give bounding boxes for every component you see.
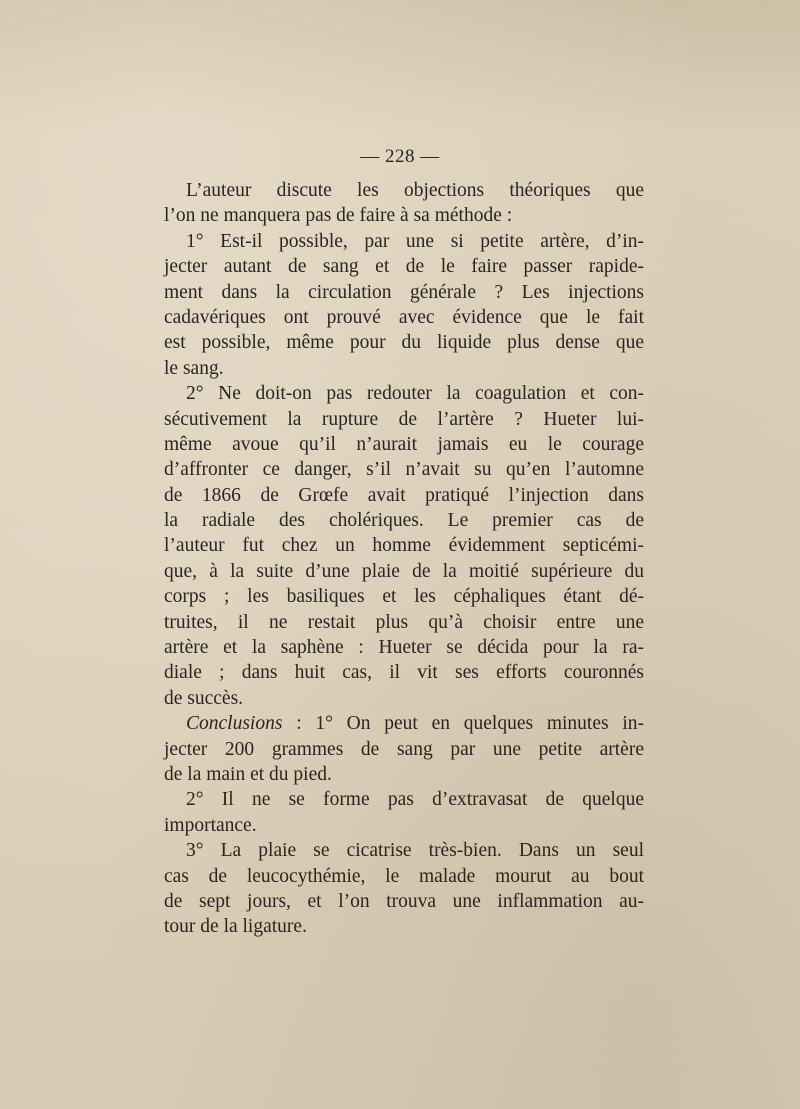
text-line: de sept jours, et l’on trouva une inflammation au- [164, 890, 644, 912]
text-line: 1° Est-il possible, par une si petite artère, d’in- [186, 230, 644, 252]
text-line: de 1866 de Grœfe avait pratiqué l’injection dans [164, 484, 644, 506]
text-line: jecter autant de sang et de le faire passer rapide- [164, 256, 644, 278]
text-line: ment dans la circulation générale ? Les injections [164, 281, 644, 303]
text-line: tour de la ligature. [164, 916, 307, 938]
section-heading-italic: Conclusions [186, 713, 283, 735]
text-line-content: : 1° On peut en quelques minutes in- [282, 713, 644, 735]
text-line: diale ; dans huit cas, il vit ses efforts couronnés [164, 662, 644, 684]
text-line: sécutivement la rupture de l’artère ? Hueter lui- [164, 408, 644, 430]
text-line: 3° La plaie se cicatrise très-bien. Dans un seul [186, 840, 644, 862]
text-line: que, à la suite d’une plaie de la moitié supérieure du [164, 560, 644, 582]
text-line: est possible, même pour du liquide plus dense que [164, 332, 644, 354]
text-line: de la main et du pied. [164, 763, 332, 785]
text-line: L’auteur discute les objections théoriques que [186, 180, 644, 201]
text-line: truites, il ne restait plus qu’à choisir entre une [164, 611, 644, 633]
text-line: même avoue qu’il n’aurait jamais eu le courage [164, 433, 644, 455]
text-line: l’auteur fut chez un homme évidemment septicémi- [164, 535, 644, 557]
text-line: 2° Il ne se forme pas d’extravasat de quelque [186, 789, 644, 811]
text-line: cadavériques ont prouvé avec évidence que le fait [164, 306, 644, 328]
body-text [164, 178, 644, 940]
text-line: le sang. [164, 357, 224, 379]
page-number: — 228 — [360, 146, 440, 167]
text-line: la radiale des cholériques. Le premier cas de [164, 510, 644, 532]
text-line: cas de leucocythémie, le malade mourut au bout [164, 865, 644, 887]
text-line: l’on ne manquera pas de faire à sa méthode : [164, 205, 513, 227]
text-line [164, 711, 644, 736]
text-line: 2° Ne doit-on pas redouter la coagulation et con- [186, 383, 644, 405]
text-line: importance. [164, 814, 257, 836]
text-line: artère et la saphène : Hueter se décida pour la ra- [164, 637, 644, 659]
text-line: de succès. [164, 687, 244, 709]
text-line: corps ; les basiliques et les céphaliques étant dé- [164, 586, 644, 608]
text-line: d’affronter ce danger, s’il n’avait su qu’en l’automne [164, 459, 644, 481]
text-line: jecter 200 grammes de sang par une petite artère [164, 738, 644, 760]
